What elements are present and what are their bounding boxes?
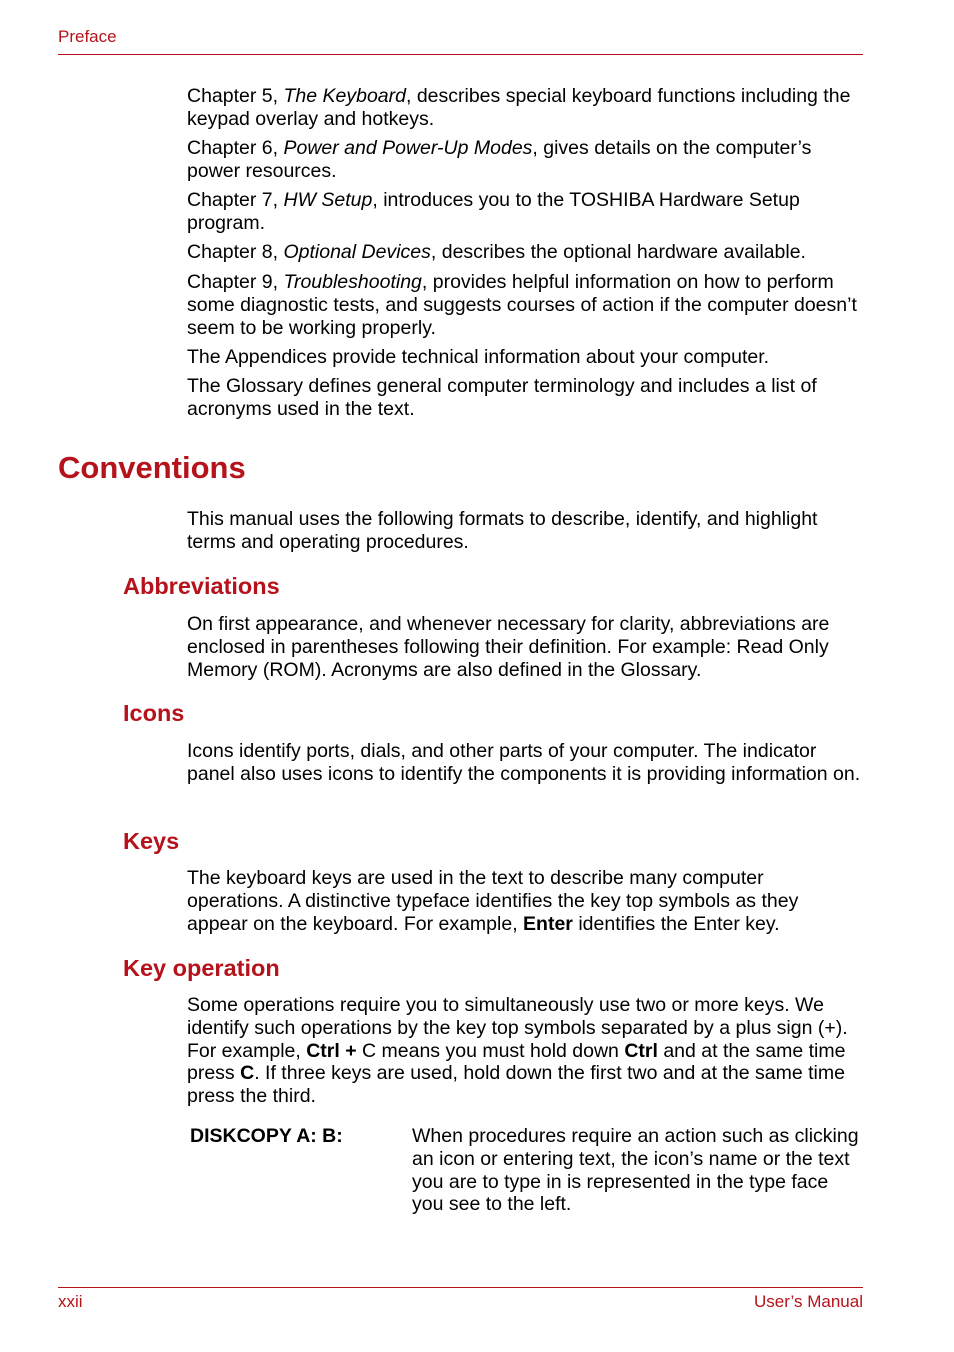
- chapter-prefix: Chapter 6,: [187, 137, 284, 159]
- key-name-ctrl: Ctrl: [624, 1039, 658, 1062]
- abbreviations-text: On first appearance, and whenever necessary for clarity, abbreviations are enclosed in parentheses following their definition. For example: Read Only Memory (ROM). Acronyms are also defined in the Glossary.: [187, 613, 830, 681]
- chapter-5-description: [187, 85, 863, 131]
- keys-text: [187, 867, 863, 935]
- key-name-ctrl-plus: Ctrl +: [306, 1039, 357, 1062]
- chapter-title: Troubleshooting: [283, 271, 422, 293]
- key-operation-text-part: . If three keys are used, hold down the first two and at the same time press the third.: [187, 1062, 845, 1108]
- chapter-6-description: [187, 137, 863, 183]
- chapter-prefix: Chapter 9,: [187, 271, 284, 293]
- footer-rule: [58, 1287, 863, 1288]
- chapter-title: Power and Power-Up Modes: [283, 137, 533, 159]
- page-number: xxii: [58, 1292, 83, 1311]
- conventions-intro: This manual uses the following formats to describe, identify, and highlight terms and operating procedures.: [187, 508, 818, 553]
- keys-text-part: The keyboard keys are used in the text to describe many computer operations. A distinctive typeface identifies the key top symbols as they appear on the keyboard. For example,: [187, 867, 799, 935]
- chapter-prefix: Chapter 8,: [187, 241, 284, 263]
- key-operation-text: [187, 994, 863, 1108]
- chapter-summary: , describes special keyboard functions including the keypad overlay and hotkeys.: [187, 85, 851, 130]
- icons-heading: Icons: [123, 700, 185, 726]
- chapter-summary: , introduces you to the TOSHIBA Hardware Setup program.: [187, 189, 800, 234]
- header-section-label: Preface: [58, 27, 117, 46]
- key-operation-text-part: C means you must hold down: [356, 1039, 625, 1062]
- glossary-description: The Glossary defines general computer terminology and includes a list of acronyms used in the text.: [187, 375, 817, 420]
- key-name-enter: Enter: [523, 912, 573, 935]
- chapter-prefix: Chapter 5,: [187, 85, 284, 107]
- appendices-description: The Appendices provide technical information about your computer.: [187, 346, 770, 368]
- key-name-c: C: [240, 1062, 255, 1085]
- command-example-description: When procedures require an action such as clicking an icon or entering text, the icon’s name or the text you are to type in is represented in the type face you see to the left.: [412, 1125, 859, 1216]
- chapter-7-description: [187, 189, 863, 235]
- conventions-heading: Conventions: [58, 450, 246, 485]
- keys-text-part: identifies the Enter key.: [572, 912, 780, 935]
- key-operation-heading: Key operation: [123, 955, 280, 981]
- chapter-summary: , gives details on the computer’s power resources.: [187, 137, 812, 182]
- manual-title: User’s Manual: [754, 1292, 863, 1311]
- chapter-title: The Keyboard: [283, 85, 406, 107]
- chapter-title: Optional Devices: [283, 241, 431, 263]
- command-example-term: DISKCOPY A: B:: [190, 1125, 343, 1147]
- chapter-9-description: [187, 271, 863, 339]
- icons-text: Icons identify ports, dials, and other parts of your computer. The indicator panel also uses icons to identify the components it is providing information on.: [187, 740, 861, 785]
- key-operation-text-part: and at the same time press: [187, 1039, 846, 1085]
- abbreviations-heading: Abbreviations: [123, 573, 280, 599]
- key-operation-text-part: Some operations require you to simultaneously use two or more keys. We identify such operations by the key top symbols separated by a plus sign (+). For example,: [187, 994, 848, 1062]
- chapter-title: HW Setup: [283, 189, 373, 211]
- chapter-8-description: [187, 241, 863, 264]
- header-rule: [58, 54, 863, 55]
- chapter-summary: , provides helpful information on how to perform some diagnostic tests, and suggests courses of action if the computer doesn’t seem to be working properly.: [187, 271, 857, 339]
- chapter-summary: , describes the optional hardware available.: [430, 241, 806, 263]
- keys-heading: Keys: [123, 828, 180, 854]
- chapter-prefix: Chapter 7,: [187, 189, 284, 211]
